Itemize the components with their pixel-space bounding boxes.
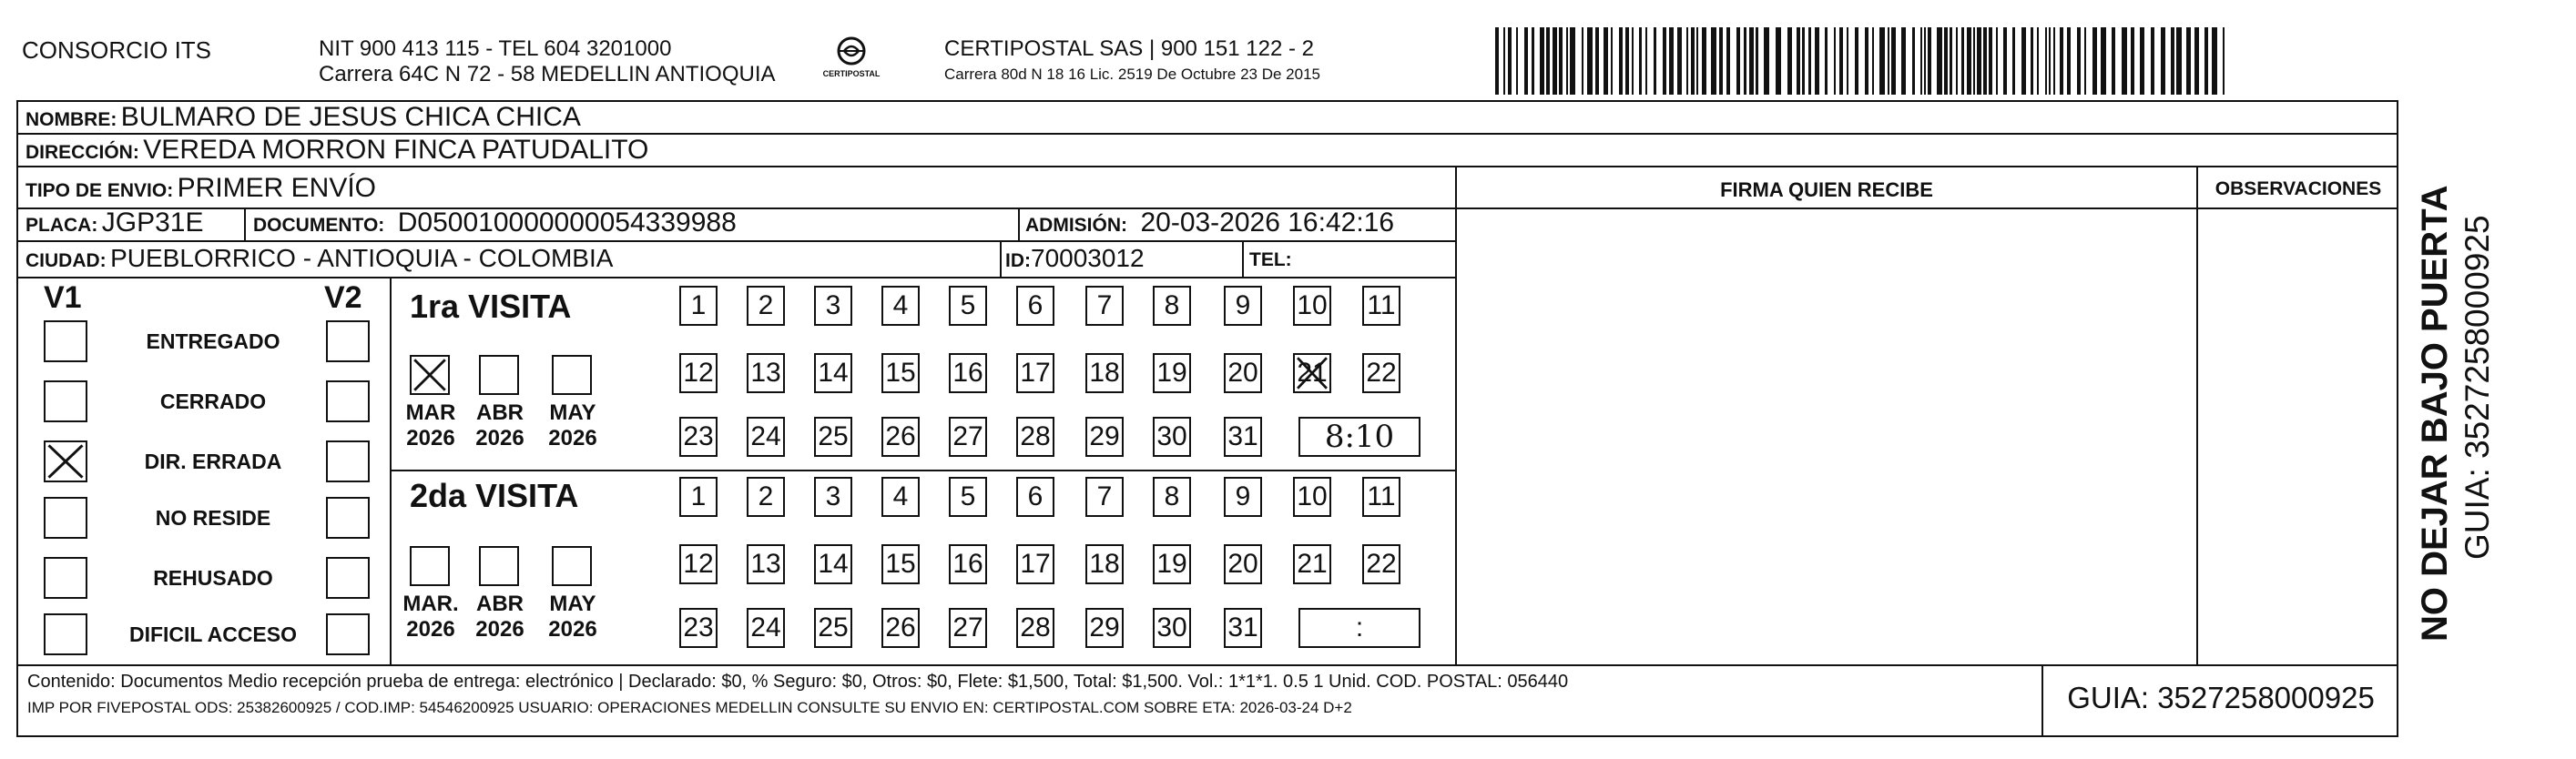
footer-print-info: IMP POR FIVEPOSTAL ODS: 25382600925 / COD.IMP: 54546200925 USUARIO: OPERACIONES MEDELLIN CONSULTE SU ENVIO EN: CERTIPOSTAL.COM SOBRE ETA: 2026-03-24 D+2 — [27, 699, 1352, 716]
v2-checkbox[interactable] — [326, 557, 370, 599]
day-box[interactable]: 3 — [814, 477, 852, 517]
day-box[interactable]: 23 — [679, 417, 718, 457]
day-box[interactable]: 2 — [747, 286, 785, 326]
nombre-label: NOMBRE: — [25, 109, 117, 130]
logo-icon — [810, 33, 892, 89]
day-box[interactable]: 27 — [949, 608, 987, 648]
day-box[interactable]: 5 — [949, 286, 987, 326]
firma-label: FIRMA QUIEN RECIBE — [1720, 178, 1933, 201]
v2-checkbox[interactable] — [326, 497, 370, 539]
status-label: CERRADO — [159, 390, 267, 413]
day-box[interactable]: 25 — [814, 417, 852, 457]
day-box[interactable]: 18 — [1085, 544, 1124, 584]
day-box[interactable]: 8 — [1153, 477, 1191, 517]
day-box[interactable]: 13 — [747, 544, 785, 584]
day-box[interactable]: 12 — [679, 544, 718, 584]
id-value: 70003012 — [1031, 244, 1145, 272]
check-x-icon — [46, 442, 86, 481]
day-box[interactable]: 17 — [1016, 353, 1054, 393]
day-box[interactable]: 30 — [1153, 417, 1191, 457]
day-box[interactable]: 10 — [1293, 286, 1331, 326]
tipo-label: TIPO DE ENVIO: — [25, 180, 174, 201]
day-box[interactable]: 21 — [1293, 353, 1331, 393]
day-box[interactable]: 31 — [1224, 608, 1262, 648]
visit2-title: 2da VISITA — [410, 477, 579, 514]
year-label: 2026 — [475, 617, 524, 642]
tipo-value: PRIMER ENVÍO — [177, 173, 377, 203]
v2-checkbox[interactable] — [326, 613, 370, 655]
day-box[interactable]: 6 — [1016, 477, 1054, 517]
day-box[interactable]: 20 — [1224, 353, 1262, 393]
side-guia: GUIA: 3527258000925 — [2459, 215, 2496, 560]
month-checkbox[interactable] — [552, 546, 592, 586]
day-box[interactable]: 13 — [747, 353, 785, 393]
month-checkbox[interactable] — [479, 546, 519, 586]
day-box[interactable]: 16 — [949, 353, 987, 393]
admision-value: 20-03-2026 16:42:16 — [1140, 207, 1395, 238]
v1-checkbox[interactable] — [44, 497, 87, 539]
status-label: ENTREGADO — [146, 329, 280, 353]
day-box[interactable]: 19 — [1153, 544, 1191, 584]
day-box[interactable]: 24 — [747, 608, 785, 648]
day-box[interactable]: 23 — [679, 608, 718, 648]
admision-row — [1025, 207, 1394, 238]
footer-content: Contenido: Documentos Medio recepción prueba de entrega: electrónico | Declarado: $0, % Seguro: $0, Otros: $0, Flete: $1,500, Total: $1,500. Vol.: 1*1*1. 0.5 1 Unid. COD. POSTAL: 056440 — [27, 672, 1569, 692]
id-label: ID: — [1005, 250, 1031, 271]
day-box[interactable]: 9 — [1224, 477, 1262, 517]
carrier-line: CERTIPOSTAL SAS | 900 151 122 - 2 — [944, 36, 1314, 61]
month-label: MAY — [549, 400, 596, 425]
day-box[interactable]: 30 — [1153, 608, 1191, 648]
day-box[interactable]: 3 — [814, 286, 852, 326]
observaciones-label: OBSERVACIONES — [2215, 178, 2382, 199]
day-box[interactable]: 8 — [1153, 286, 1191, 326]
day-box[interactable]: 24 — [747, 417, 785, 457]
ciudad-label: CIUDAD: — [25, 250, 107, 271]
status-label: DIFICIL ACCESO — [128, 622, 297, 646]
month-checkbox[interactable] — [410, 546, 450, 586]
status-label: NO RESIDE — [155, 506, 271, 530]
day-box[interactable]: 28 — [1016, 417, 1054, 457]
day-box[interactable]: 14 — [814, 544, 852, 584]
day-box[interactable]: 20 — [1224, 544, 1262, 584]
v2-checkbox[interactable] — [326, 440, 370, 482]
day-box[interactable]: 14 — [814, 353, 852, 393]
logo-text: CERTIPOSTAL — [822, 69, 881, 78]
time-box[interactable]: 8:10 — [1298, 417, 1420, 457]
v1-checkbox[interactable] — [44, 557, 87, 599]
v2-label: V2 — [324, 280, 362, 315]
day-box[interactable]: 15 — [881, 353, 920, 393]
address-line: Carrera 64C N 72 - 58 MEDELLIN ANTIOQUIA — [319, 62, 776, 86]
day-box[interactable]: 1 — [679, 477, 718, 517]
day-box[interactable]: 25 — [814, 608, 852, 648]
footer-guia: GUIA: 3527258000925 — [2067, 681, 2375, 714]
day-box[interactable]: 18 — [1085, 353, 1124, 393]
day-box[interactable]: 17 — [1016, 544, 1054, 584]
day-box[interactable]: 26 — [881, 417, 920, 457]
day-box[interactable]: 7 — [1085, 477, 1124, 517]
day-box[interactable]: 16 — [949, 544, 987, 584]
company-name: CONSORCIO ITS — [22, 36, 212, 64]
day-box[interactable]: 2 — [747, 477, 785, 517]
v1-checkbox[interactable] — [44, 440, 87, 482]
nombre-value: BULMARO DE JESUS CHICA CHICA — [120, 102, 581, 132]
placa-value: JGP31E — [101, 207, 204, 238]
day-box[interactable]: 29 — [1085, 417, 1124, 457]
id-row — [1005, 244, 1145, 273]
documento-label: DOCUMENTO: — [253, 215, 385, 236]
year-label: 2026 — [406, 426, 455, 450]
day-box[interactable]: 22 — [1362, 353, 1400, 393]
tel-label: TEL: — [1249, 249, 1292, 270]
visit1-title: 1ra VISITA — [410, 288, 572, 325]
day-box[interactable]: 21 — [1293, 544, 1331, 584]
v1-checkbox[interactable] — [44, 320, 87, 362]
day-box[interactable]: 22 — [1362, 544, 1400, 584]
placa-label: PLACA: — [25, 215, 98, 236]
day-box[interactable]: 19 — [1153, 353, 1191, 393]
v2-checkbox[interactable] — [326, 320, 370, 362]
month-label: ABR — [476, 400, 524, 425]
barcode-icon — [1495, 27, 2225, 95]
nit-line: NIT 900 413 115 - TEL 604 3201000 — [319, 36, 672, 61]
day-box[interactable]: 26 — [881, 608, 920, 648]
month-label: ABR — [476, 592, 524, 616]
day-box[interactable]: 4 — [881, 286, 920, 326]
observations-area[interactable] — [2198, 209, 2398, 664]
day-box[interactable]: 6 — [1016, 286, 1054, 326]
year-label: 2026 — [406, 617, 455, 642]
nombre-row — [25, 102, 581, 133]
day-box[interactable]: 1 — [679, 286, 718, 326]
day-box[interactable]: 12 — [679, 353, 718, 393]
status-label: REHUSADO — [153, 566, 273, 590]
v1-label: V1 — [44, 280, 82, 315]
day-box[interactable]: 11 — [1362, 477, 1400, 517]
ciudad-value: PUEBLORRICO - ANTIOQUIA - COLOMBIA — [110, 244, 614, 272]
signature-area[interactable] — [1457, 209, 2196, 664]
direccion-row — [25, 135, 648, 166]
barcode — [1495, 27, 2225, 95]
month-label: MAR. — [402, 592, 459, 616]
documento-value: D050010000000054339988 — [397, 207, 737, 238]
year-label: 2026 — [475, 426, 524, 450]
tipo-row — [25, 173, 376, 204]
day-box[interactable]: 7 — [1085, 286, 1124, 326]
certipostal-logo — [810, 33, 892, 89]
day-box[interactable]: 10 — [1293, 477, 1331, 517]
month-checkbox[interactable] — [410, 355, 450, 395]
month-label: MAR — [405, 400, 456, 425]
documento-row — [253, 207, 737, 238]
side-warning: NO DEJAR BAJO PUERTA — [2415, 185, 2455, 642]
status-label: DIR. ERRADA — [144, 450, 282, 473]
direccion-label: DIRECCIÓN: — [25, 142, 139, 163]
month-label: MAY — [549, 592, 596, 616]
direccion-value: VEREDA MORRON FINCA PATUDALITO — [143, 135, 649, 165]
check-x-icon — [412, 357, 448, 393]
day-box[interactable]: 4 — [881, 477, 920, 517]
day-box[interactable]: 9 — [1224, 286, 1262, 326]
carrier-address: Carrera 80d N 18 16 Lic. 2519 De Octubre 23 De 2015 — [944, 66, 1320, 83]
month-checkbox[interactable] — [479, 355, 519, 395]
v1-checkbox[interactable] — [44, 380, 87, 422]
month-checkbox[interactable] — [552, 355, 592, 395]
day-box[interactable]: 27 — [949, 417, 987, 457]
v1-checkbox[interactable] — [44, 613, 87, 655]
check-x-icon — [1295, 355, 1329, 391]
time-box[interactable]: : — [1298, 608, 1420, 648]
admision-label: ADMISIÓN: — [1025, 215, 1127, 236]
day-mark — [1295, 355, 1329, 391]
day-box[interactable]: 28 — [1016, 608, 1054, 648]
v2-checkbox[interactable] — [326, 380, 370, 422]
placa-row — [25, 207, 204, 238]
day-box[interactable]: 31 — [1224, 417, 1262, 457]
day-box[interactable]: 11 — [1362, 286, 1400, 326]
year-label: 2026 — [548, 617, 597, 642]
ciudad-row — [25, 244, 613, 273]
day-box[interactable]: 5 — [949, 477, 987, 517]
day-box[interactable]: 15 — [881, 544, 920, 584]
day-box[interactable]: 29 — [1085, 608, 1124, 648]
year-label: 2026 — [548, 426, 597, 450]
